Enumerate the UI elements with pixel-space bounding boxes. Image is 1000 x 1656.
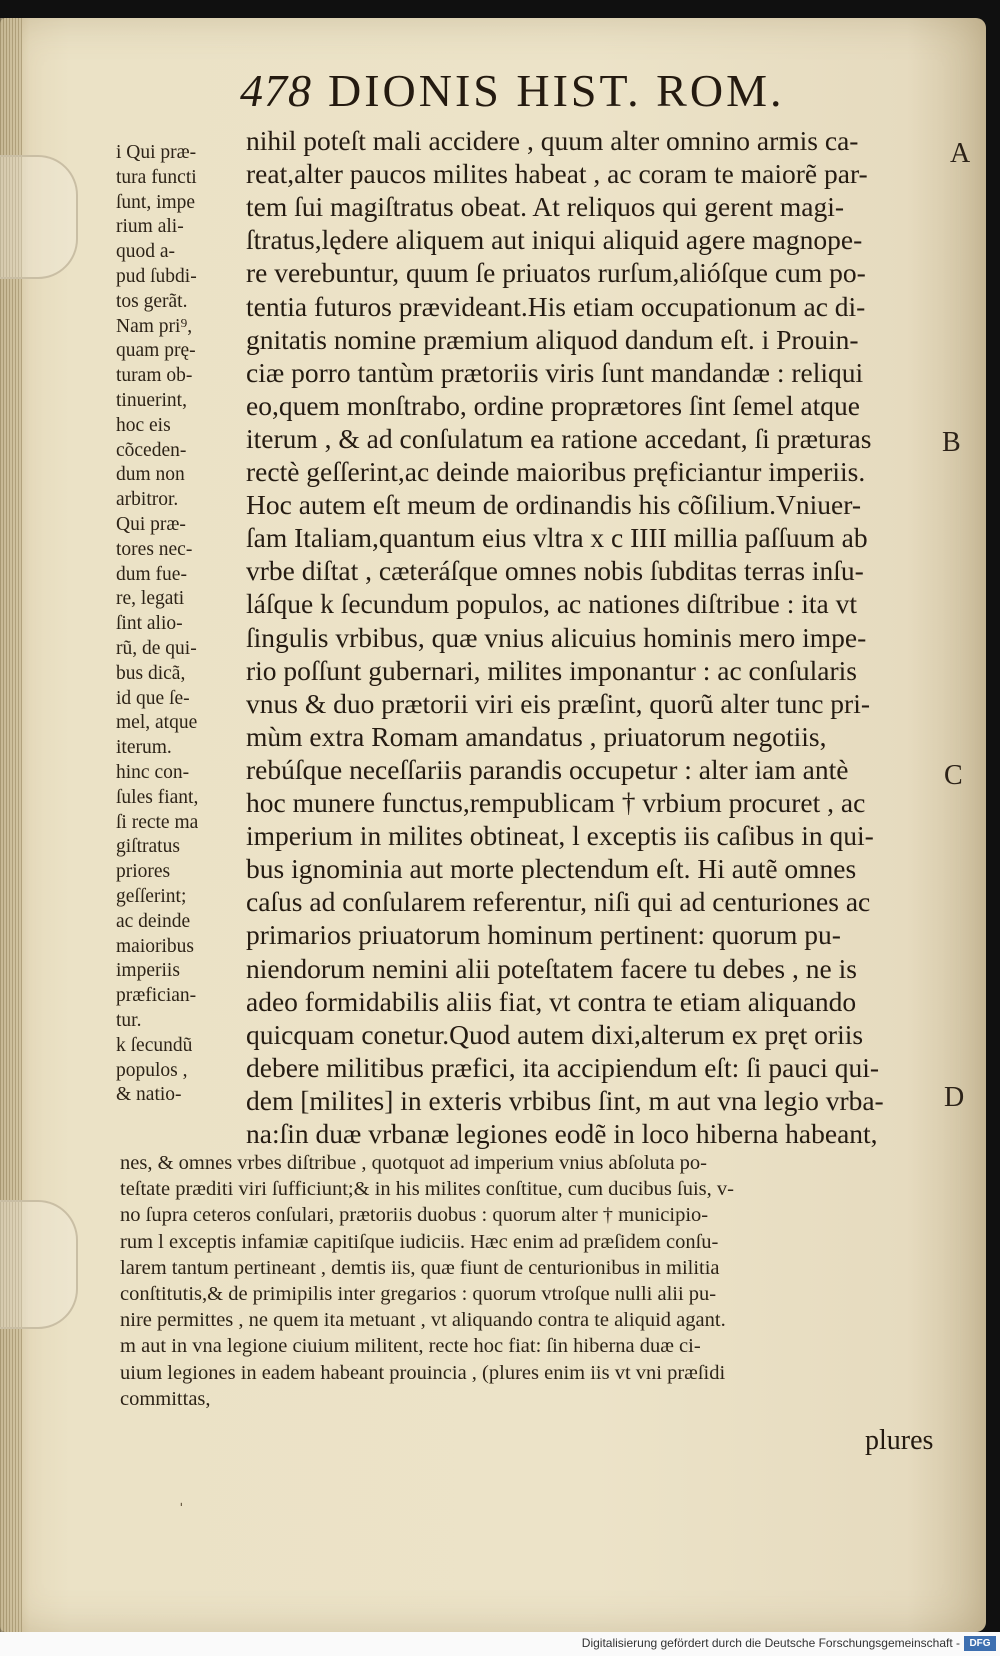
footnote-line: conſtitutis,& de primipilis inter gregarios : quorum vtroſque nulli alii pu- [120,1283,717,1305]
main-text-line: quicquam conetur.Quod autem dixi,alterum ex pręt oriis [246,1018,864,1050]
main-text-line: eo,quem monſtrabo, ordine proprætores ſint ſemel atque [246,389,861,421]
main-text-line: dem [milites] in exteris vrbibus ſint, m aut vna legio vrba- [246,1084,884,1116]
side-note-line: bus dicã, [116,662,186,684]
dfg-logo: DFG [964,1636,996,1651]
footnote-line: teſtate præditi viri ſufficiunt;& in his milites conſtitue, cum ducibus ſuis, v- [120,1178,734,1201]
side-note-line: tos gerãt. [116,290,188,312]
side-note-line: pud ſubdi- [116,266,197,287]
main-text-line: nihil poteſt mali accidere , quum alter omnino armis ca- [246,125,859,156]
side-note-line: ſi recte ma [116,811,199,833]
side-note-line: dum fue- [116,563,187,585]
footnote-line: nes, & omnes vrbes diſtribue , quotquot ad imperium vnius abſoluta po- [120,1152,708,1174]
side-note-line: dum non [116,464,185,486]
side-note-line: arbitror. [116,489,179,511]
side-note-line: tur. [116,1010,142,1031]
footnote-line: nire permittes , ne quem ita metuant , vt aliquando contra te aliquid agant. [120,1309,726,1332]
main-text-line: Hoc autem eſt meum de ordinandis his cõſilium.Vniuer- [246,489,862,521]
main-text-line: mùm extra Romam amandatus , priuatorum negotiis, [246,720,827,752]
side-note-line: tinuerint, [116,390,187,411]
main-text-line: vnus & duo prætorii viri eis præſint, quorũ alter tunc pri- [246,687,871,719]
footnote-line: no ſupra ceteros conſulari, prætoriis duobus : quorum alter † municipio- [120,1204,709,1227]
side-note-line: ſunt, impe [116,191,196,213]
page-clip-top [0,155,78,279]
side-note-line: hinc con- [116,762,190,783]
main-text-line: tentia futuros prævideant.His etiam occupationum ac di- [246,290,866,322]
main-text-line: caſus ad conſularem referentur, niſi qui ad centuriones ac [246,886,871,918]
side-note-line: ac deinde [116,910,191,932]
page-number: 478 [240,65,312,116]
main-text-line: niendorum nemini alii poteſtatem facere tu debes , ne is [246,952,857,984]
footnote-line: rum l exceptis infamiæ capitiſque iudiciis. Hæc enim ad præſidem conſu- [120,1230,719,1253]
side-note-line: hoc eis [116,414,171,436]
main-text-line: hoc munere functus,rempublicam † vrbium procuret , ac [246,787,866,818]
side-note-line: maioribus [116,935,194,957]
side-note-line: imperiis [116,960,180,982]
side-note-line: geſſerint; [116,886,187,907]
side-note-line: iterum. [116,737,172,759]
main-text-line: debere militibus præfici, ita accipiendum eſt: ſi pauci qui- [246,1051,880,1083]
footnote-line: m aut in vna legione ciuium militent, recte hoc fiat: ſin hiberna duæ ci- [120,1335,701,1358]
side-note-line: id que ſe- [116,687,190,709]
side-note-line: k ſecundũ [116,1034,193,1056]
main-text-line: primarios priuatorum hominum pertinent: quorum pu- [246,919,841,951]
side-note-line: ſint alio- [116,613,183,635]
margin-letter-d: D [944,1082,965,1113]
side-note-line: priores [116,861,171,883]
main-text-line: vrbe diſtat , cæteráſque omnes nobis ſubditas terras inſu- [246,555,864,587]
main-text-line: na:ſin duæ vrbanæ legiones eodẽ in loco hiberna habeant, [246,1118,878,1149]
footer-credit-text: Digitalisierung gefördert durch die Deutsche Forschungsgemeinschaft - [581,1636,960,1650]
footnote-line: committas, [120,1387,211,1410]
catchword: plures [865,1425,934,1456]
side-note-line: rium ali- [116,216,184,238]
side-note-line: præfician- [116,985,197,1007]
running-header [240,64,860,118]
side-note-line: cõceden- [116,439,187,461]
main-text-line: iterum , & ad conſulatum ea ratione accedant, ſi præturas [246,422,872,454]
main-text-line: ſingulis vrbibus, quæ vnius alicuius hominis mero impe- [246,621,867,653]
main-text-line: ſtratus,lędere aliquem aut iniqui aliquid agere magnope- [246,224,863,256]
main-text-line: ſam Italiam,quantum eius vltra x c IIII millia paſſuum ab [246,522,868,554]
main-text-line: tem ſui magiſtratus obeat. At reliquos qui gerent magi- [246,191,844,223]
main-text-line: láſque k ſecundum populos, ac nationes diſtribue : ita vt [246,588,857,620]
main-text-line: rio poſſunt gubernari, milites imponantur : ac conſularis [246,654,857,686]
margin-letter-b: B [942,427,961,458]
side-note-line: turam ob- [116,365,193,387]
main-text-line: rebúſque neceſſariis parandis occupetur : alter iam antè [246,753,849,785]
side-note-line: re, legati [116,588,185,610]
side-note-line: i Qui præ- [116,142,197,163]
page-clip-bottom [0,1200,78,1329]
side-note-line: populos , [116,1059,188,1081]
side-note-line: quod a- [116,241,176,263]
side-note-line: Qui præ- [116,514,186,535]
main-text-line: bus ignominia aut morte plectendum eſt. Hi autẽ omnes [246,853,857,885]
side-note-line: ſules fiant, [116,786,199,808]
margin-letter-a: A [950,138,971,169]
page-speck: ˈ [178,1500,185,1522]
side-note-line: tura functi [116,166,197,188]
side-note-line: Nam pri⁹, [116,315,193,337]
side-note-line: tores nec- [116,538,193,560]
margin-letter-c: C [944,760,963,791]
digitization-footer [0,1632,1000,1656]
main-text-line: rectè geſſerint,ac deinde maioribus pręficiantur imperiis. [246,456,866,487]
side-note-line: giſtratus [116,836,180,858]
main-text-line: gnitatis nomine præmium aliquod dandum eſt. i Prouin- [246,323,859,355]
main-text-line: re verebuntur, quum ſe priuatos rurſum,alióſque cum po- [246,257,866,289]
main-text-line: reat,alter paucos milites habeat , ac coram te maiorẽ par- [246,158,868,190]
side-note-line: rũ, de qui- [116,638,197,659]
running-title: DIONIS HIST. ROM. [328,65,785,116]
footnote-line: uium legiones in eadem habeant prouincia , (plures enim iis vt vni præſidi [120,1361,726,1384]
side-note-line: mel, atque [116,712,198,734]
main-text-line: ciæ porro tantùm prætoriis viris ſunt mandandæ : reliqui [246,356,864,388]
footnote-line: larem tantum pertineant , demtis iis, quæ fiunt de centurionibus in militia [120,1256,720,1279]
side-note-line: quam prę- [116,340,196,362]
main-text-line: imperium in milites obtineat, l exceptis iis caſibus in qui- [246,820,874,852]
main-text-line: adeo formidabilis aliis fiat, vt contra te etiam aliquando [246,985,857,1017]
side-note-line: & natio- [116,1084,182,1106]
